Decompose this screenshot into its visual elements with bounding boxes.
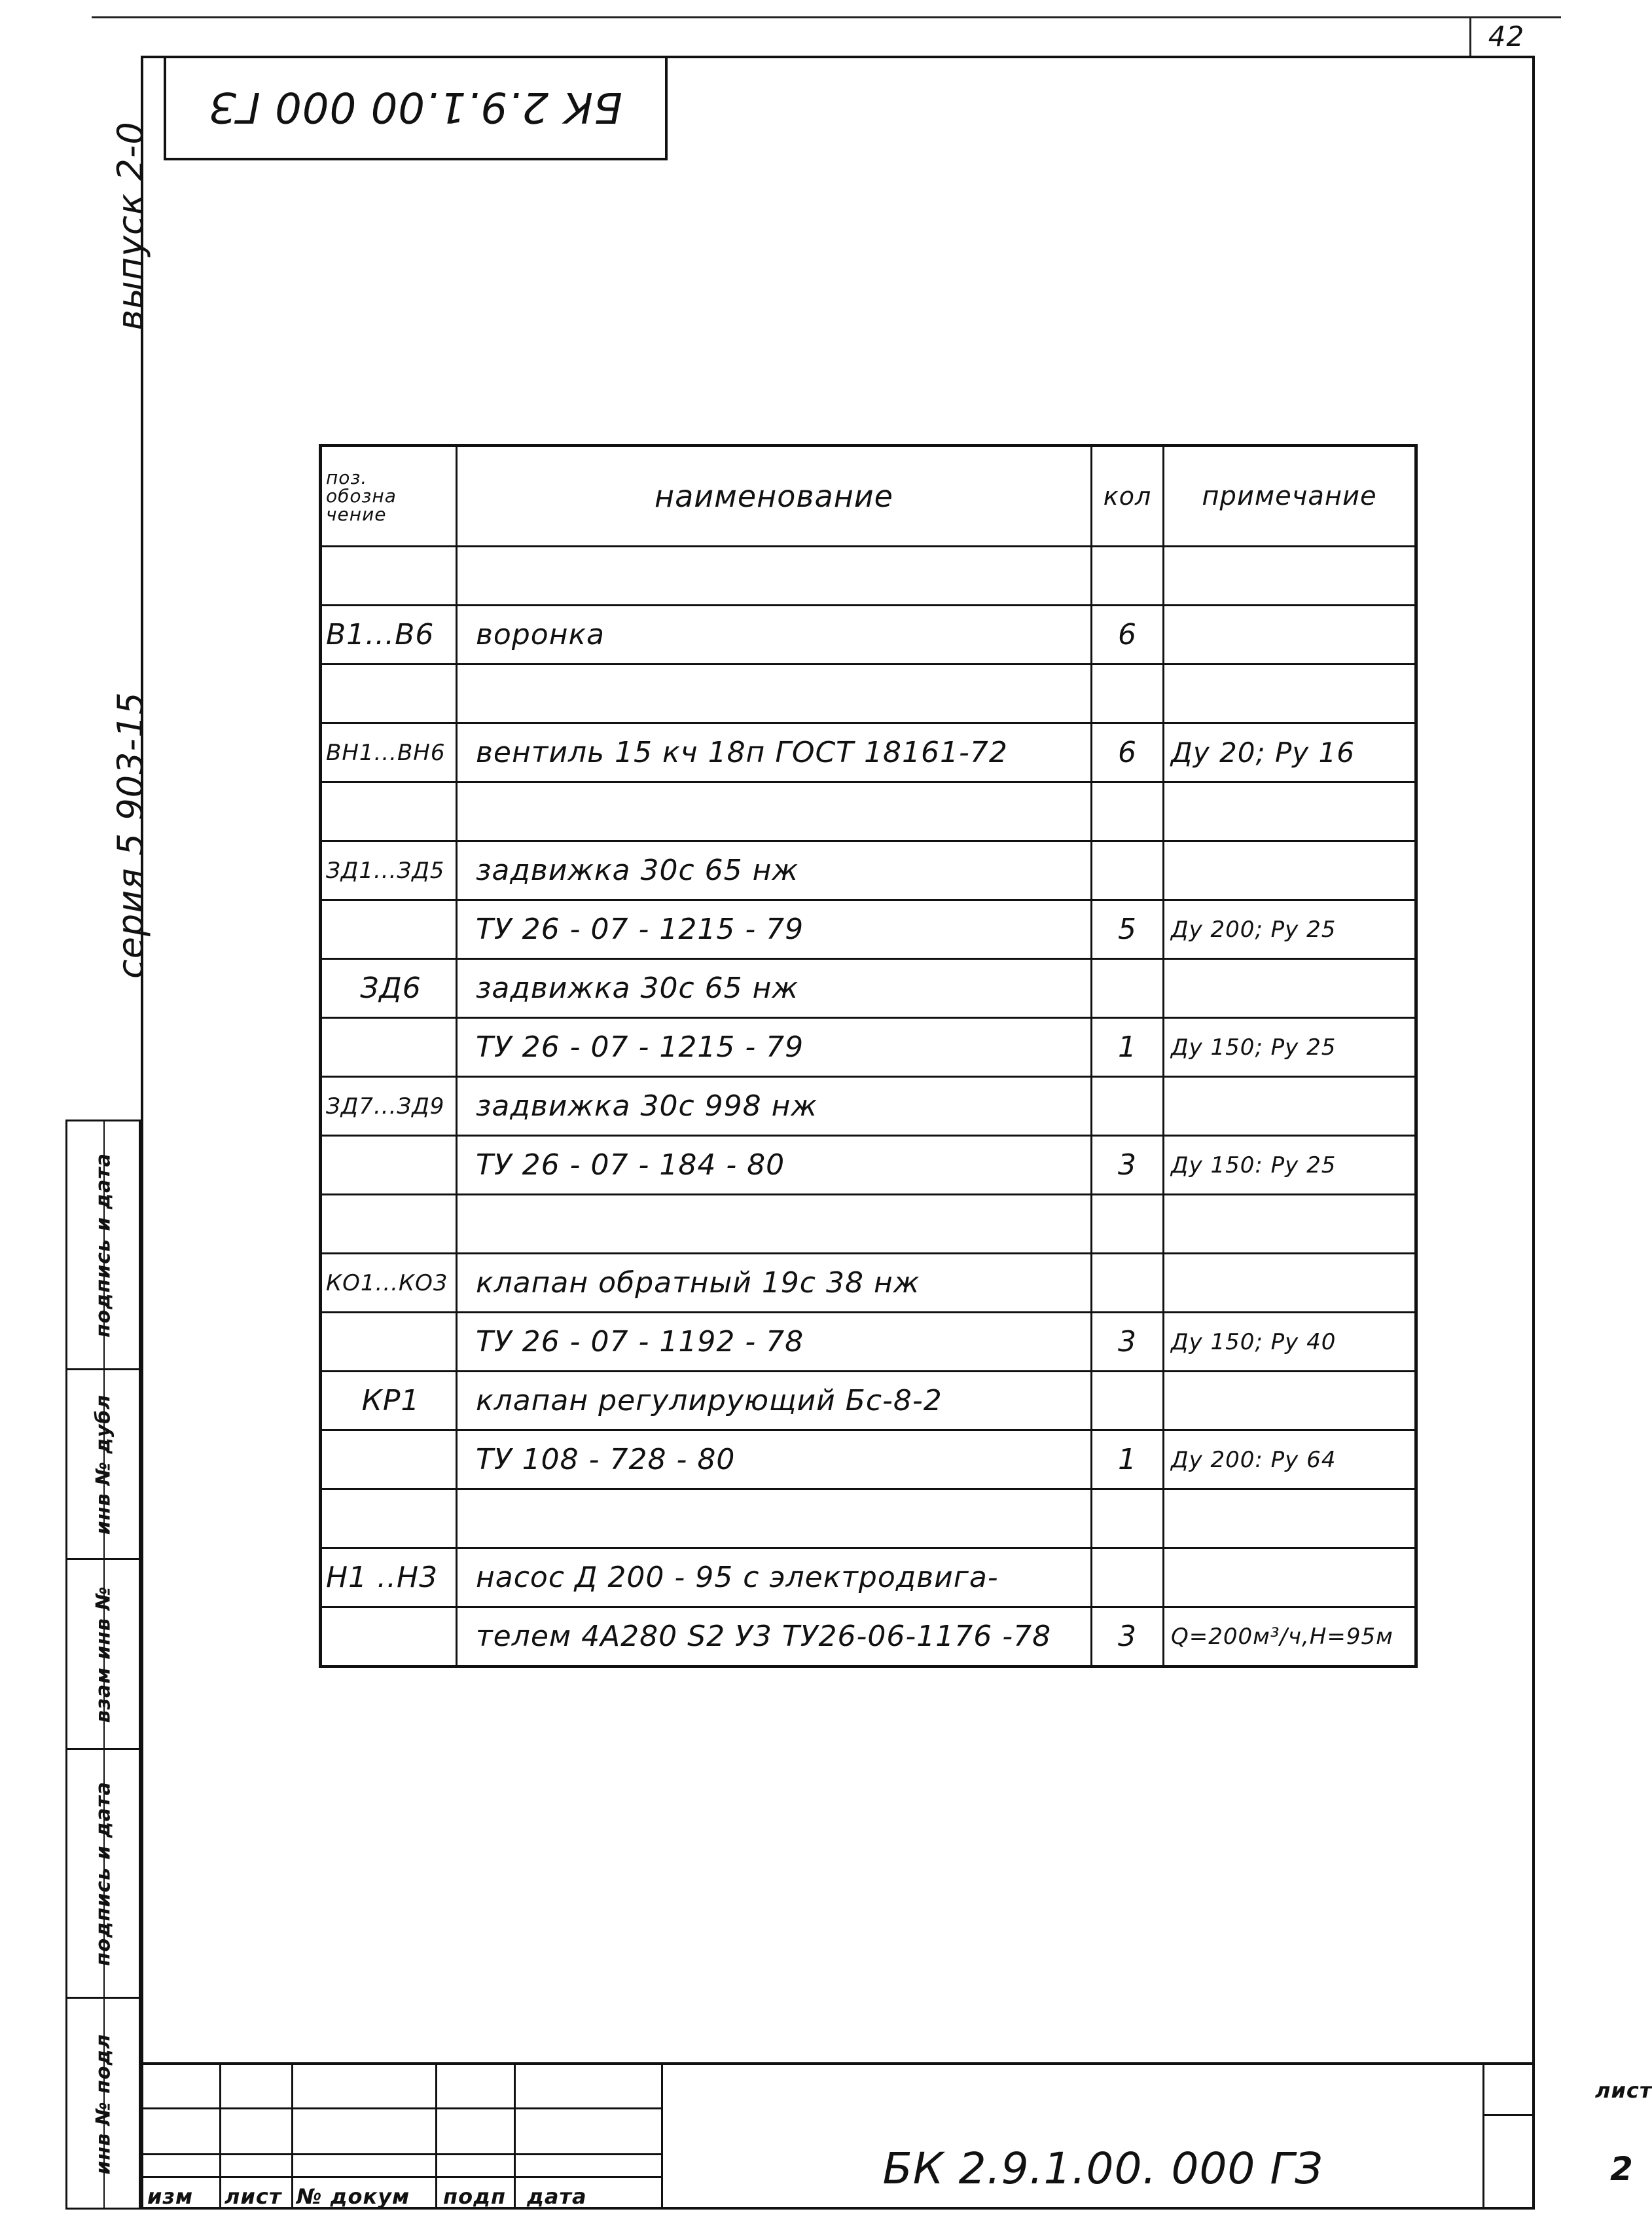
table-row [322, 1429, 1414, 1488]
cell-quantity [1092, 783, 1164, 840]
cell-name: задвижка 30с 998 нж [458, 1078, 1092, 1135]
table-row [322, 663, 1414, 722]
cell-quantity [1092, 960, 1164, 1017]
left-cell-label: подпись и дата [92, 1781, 115, 1966]
cell-name: ТУ 26 - 07 - 1192 - 78 [458, 1313, 1092, 1370]
cell-name [458, 665, 1092, 722]
table-row [322, 781, 1414, 840]
cell-quantity: 3 [1092, 1313, 1164, 1370]
cell-note [1164, 783, 1414, 840]
table-row [322, 1547, 1414, 1606]
table-row [322, 1135, 1414, 1193]
stamp-box [164, 56, 668, 160]
table-row [322, 899, 1414, 958]
header-note: примечание [1202, 481, 1377, 511]
header-position-line: чение [326, 503, 387, 525]
table-row [322, 1193, 1414, 1252]
left-cell-original-inv [67, 1999, 139, 2210]
cell-position [322, 665, 458, 722]
left-cell-label: инв № дубл [92, 1394, 115, 1535]
cell-note [1164, 1549, 1414, 1606]
table-row [322, 958, 1414, 1017]
left-cell-label: инв № подл [92, 2033, 115, 2175]
cell-position [322, 1431, 458, 1488]
sheet-label: лист [1595, 2078, 1652, 2103]
cell-name: телем 4А280 S2 У3 ТУ26-06-1176 -78 [458, 1608, 1092, 1665]
label-signature: подп [443, 2184, 507, 2209]
cell-quantity: 1 [1092, 1019, 1164, 1076]
cell-position [322, 1137, 458, 1193]
cell-quantity: 6 [1092, 724, 1164, 781]
cell-position: КО1...КО3 [322, 1254, 458, 1311]
cell-note [1164, 960, 1414, 1017]
cell-name [458, 1195, 1092, 1252]
cell-position: ЗД7...ЗД9 [322, 1078, 458, 1135]
cell-note [1164, 547, 1414, 604]
cell-name: ТУ 26 - 07 - 1215 - 79 [458, 1019, 1092, 1076]
header-position-line: обозна [326, 485, 397, 507]
cell-note: Ду 150; Ру 25 [1171, 1034, 1337, 1061]
cell-name: воронка [458, 606, 1092, 663]
cell-note [1164, 1195, 1414, 1252]
cell-position: Н1 ..Н3 [322, 1549, 458, 1606]
cell-name: насос Д 200 - 95 с электродвига- [458, 1549, 1092, 1606]
cell-quantity: 1 [1092, 1431, 1164, 1488]
header-name: наименование [458, 447, 1092, 545]
table-row [322, 1606, 1414, 1665]
cell-position: В1...В6 [322, 606, 458, 663]
label-sheet: лист [224, 2184, 282, 2209]
left-cell-signature-date-1 [67, 1121, 139, 1370]
cell-note [1164, 842, 1414, 899]
specification-table [319, 444, 1418, 1668]
cell-position: КР1 [322, 1372, 458, 1429]
cell-name: клапан обратный 19с 38 нж [458, 1254, 1092, 1311]
frame-top-line [92, 16, 1561, 18]
cell-name: вентиль 15 кч 18п ГОСТ 18161-72 [458, 724, 1092, 781]
table-row [322, 1017, 1414, 1076]
cell-name: ТУ 26 - 07 - 184 - 80 [458, 1137, 1092, 1193]
cell-note [1164, 665, 1414, 722]
cell-name: задвижка 30с 65 нж [458, 960, 1092, 1017]
cell-name: задвижка 30с 65 нж [458, 842, 1092, 899]
table-row [322, 840, 1414, 899]
cell-quantity: 5 [1092, 901, 1164, 958]
cell-quantity: 6 [1092, 606, 1164, 663]
cell-note [1164, 1372, 1414, 1429]
table-row [322, 604, 1414, 663]
cell-position: ЗД1...ЗД5 [322, 842, 458, 899]
label-change: изм [147, 2184, 194, 2209]
cell-note: Ду 150; Ру 40 [1171, 1328, 1337, 1355]
cell-position [322, 783, 458, 840]
cell-name [458, 783, 1092, 840]
cell-quantity [1092, 1549, 1164, 1606]
cell-position [322, 1195, 458, 1252]
left-stamp-column [65, 1120, 141, 2210]
table-row [322, 1076, 1414, 1135]
left-cell-label: взам инв № [92, 1586, 115, 1722]
header-position [322, 447, 458, 545]
cell-quantity [1092, 1195, 1164, 1252]
cell-quantity [1092, 1372, 1164, 1429]
cell-position: ЗД6 [322, 960, 458, 1017]
sheet-number: 2 [1610, 2150, 1634, 2188]
cell-quantity [1092, 842, 1164, 899]
table-row [322, 1311, 1414, 1370]
cell-name: клапан регулирующий Бс-8-2 [458, 1372, 1092, 1429]
document-code: БК 2.9.1.00. 000 ГЗ [882, 2143, 1323, 2194]
cell-note [1164, 606, 1414, 663]
cell-name [458, 547, 1092, 604]
table-row [322, 1252, 1414, 1311]
page-number: 42 [1488, 20, 1525, 52]
left-cell-replace-inv [67, 1560, 139, 1750]
title-block [141, 2062, 1652, 2210]
cell-name [458, 1490, 1092, 1547]
cell-quantity: 3 [1092, 1137, 1164, 1193]
stamp-code: БК 2.9.1.00 000 ГЗ [209, 82, 622, 131]
cell-note: Ду 20; Ру 16 [1171, 737, 1355, 769]
issue-label: выпуск 2-0 [110, 121, 151, 331]
cell-quantity [1092, 1490, 1164, 1547]
left-cell-dup-inv [67, 1370, 139, 1560]
cell-position: ВН1...ВН6 [322, 724, 458, 781]
label-date: дата [527, 2184, 587, 2209]
series-label: серия 5 903-15 [110, 691, 151, 979]
table-row [322, 722, 1414, 781]
cell-quantity [1092, 665, 1164, 722]
cell-note: Ду 200; Ру 25 [1171, 916, 1337, 943]
cell-note: Ду 150: Ру 25 [1171, 1152, 1337, 1178]
table-row [322, 1488, 1414, 1547]
header-position-line: поз. [326, 467, 368, 488]
table-row [322, 1370, 1414, 1429]
cell-position [322, 1313, 458, 1370]
cell-quantity [1092, 1254, 1164, 1311]
cell-name: ТУ 26 - 07 - 1215 - 79 [458, 901, 1092, 958]
cell-quantity [1092, 1078, 1164, 1135]
cell-position [322, 547, 458, 604]
cell-quantity: 3 [1092, 1608, 1164, 1665]
left-cell-label: подпись и дата [92, 1152, 115, 1338]
cell-position [322, 1019, 458, 1076]
cell-quantity [1092, 547, 1164, 604]
cell-name: ТУ 108 - 728 - 80 [458, 1431, 1092, 1488]
table-row [322, 545, 1414, 604]
page-number-box [1469, 16, 1541, 56]
cell-position [322, 1490, 458, 1547]
cell-note: Ду 200: Ру 64 [1171, 1446, 1337, 1473]
header-quantity: кол [1092, 447, 1164, 545]
cell-note [1164, 1254, 1414, 1311]
label-document-number: № докум [296, 2184, 410, 2209]
cell-position [322, 901, 458, 958]
cell-note [1164, 1490, 1414, 1547]
cell-position [322, 1608, 458, 1665]
cell-note: Q=200м³/ч,Н=95м [1171, 1623, 1393, 1650]
cell-note [1164, 1078, 1414, 1135]
left-cell-signature-date-2 [67, 1750, 139, 1999]
